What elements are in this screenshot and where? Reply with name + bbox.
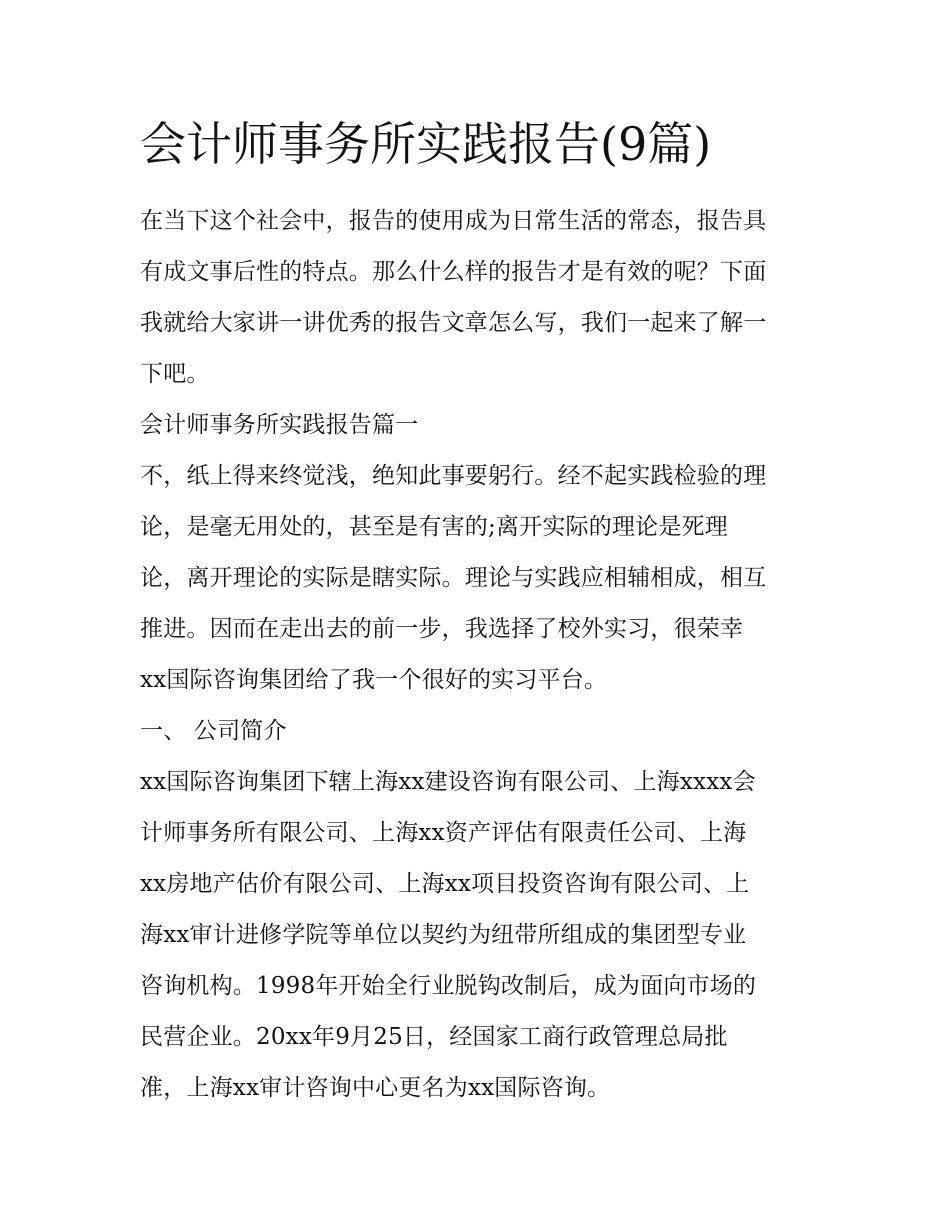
intro-line-1: 在当下这个社会中，报告的使用成为日常生活的常态，报告具 bbox=[140, 208, 767, 234]
intro-line-3: 我就给大家讲一讲优秀的报告文章怎么写，我们一起来了解一 bbox=[140, 310, 767, 336]
document-title: 会计师事务所实践报告(9篇) bbox=[140, 117, 712, 171]
section-heading: 会计师事务所实践报告篇一 bbox=[140, 412, 419, 438]
para2-line-5: 咨询机构。1998年开始全行业脱钩改制后，成为面向市场的 bbox=[140, 973, 757, 999]
intro-line-4: 下吧。 bbox=[140, 361, 210, 387]
para2-line-2: 计师事务所有限公司、上海xx资产评估有限责任公司、上海 bbox=[140, 820, 747, 846]
para2-line-1: xx国际咨询集团下辖上海xx建设咨询有限公司、上海xxxx会 bbox=[140, 769, 756, 795]
intro-line-2: 有成文事后性的特点。那么什么样的报告才是有效的呢？下面 bbox=[140, 259, 767, 285]
para1-line-3: 论，离开理论的实际是瞎实际。理论与实践应相辅相成，相互 bbox=[140, 565, 767, 591]
para1-line-4: 推进。因而在走出去的前一步，我选择了校外实习，很荣幸 bbox=[140, 616, 744, 642]
para2-line-3: xx房地产估价有限公司、上海xx项目投资咨询有限公司、上 bbox=[140, 871, 750, 897]
para2-line-6: 民营企业。20xx年9月25日，经国家工商行政管理总局批 bbox=[140, 1024, 728, 1050]
subheading: 一、 公司简介 bbox=[140, 718, 287, 744]
para2-line-4: 海xx审计进修学院等单位以契约为纽带所组成的集团型专业 bbox=[140, 922, 747, 948]
para2-line-7: 准，上海xx审计咨询中心更名为xx国际咨询。 bbox=[140, 1075, 611, 1101]
para1-line-5: xx国际咨询集团给了我一个很好的实习平台。 bbox=[140, 667, 608, 693]
para1-line-1: 不，纸上得来终觉浅，绝知此事要躬行。经不起实践检验的理 bbox=[140, 463, 767, 489]
para1-line-2: 论，是毫无用处的，甚至是有害的;离开实际的理论是死理 bbox=[140, 514, 728, 540]
